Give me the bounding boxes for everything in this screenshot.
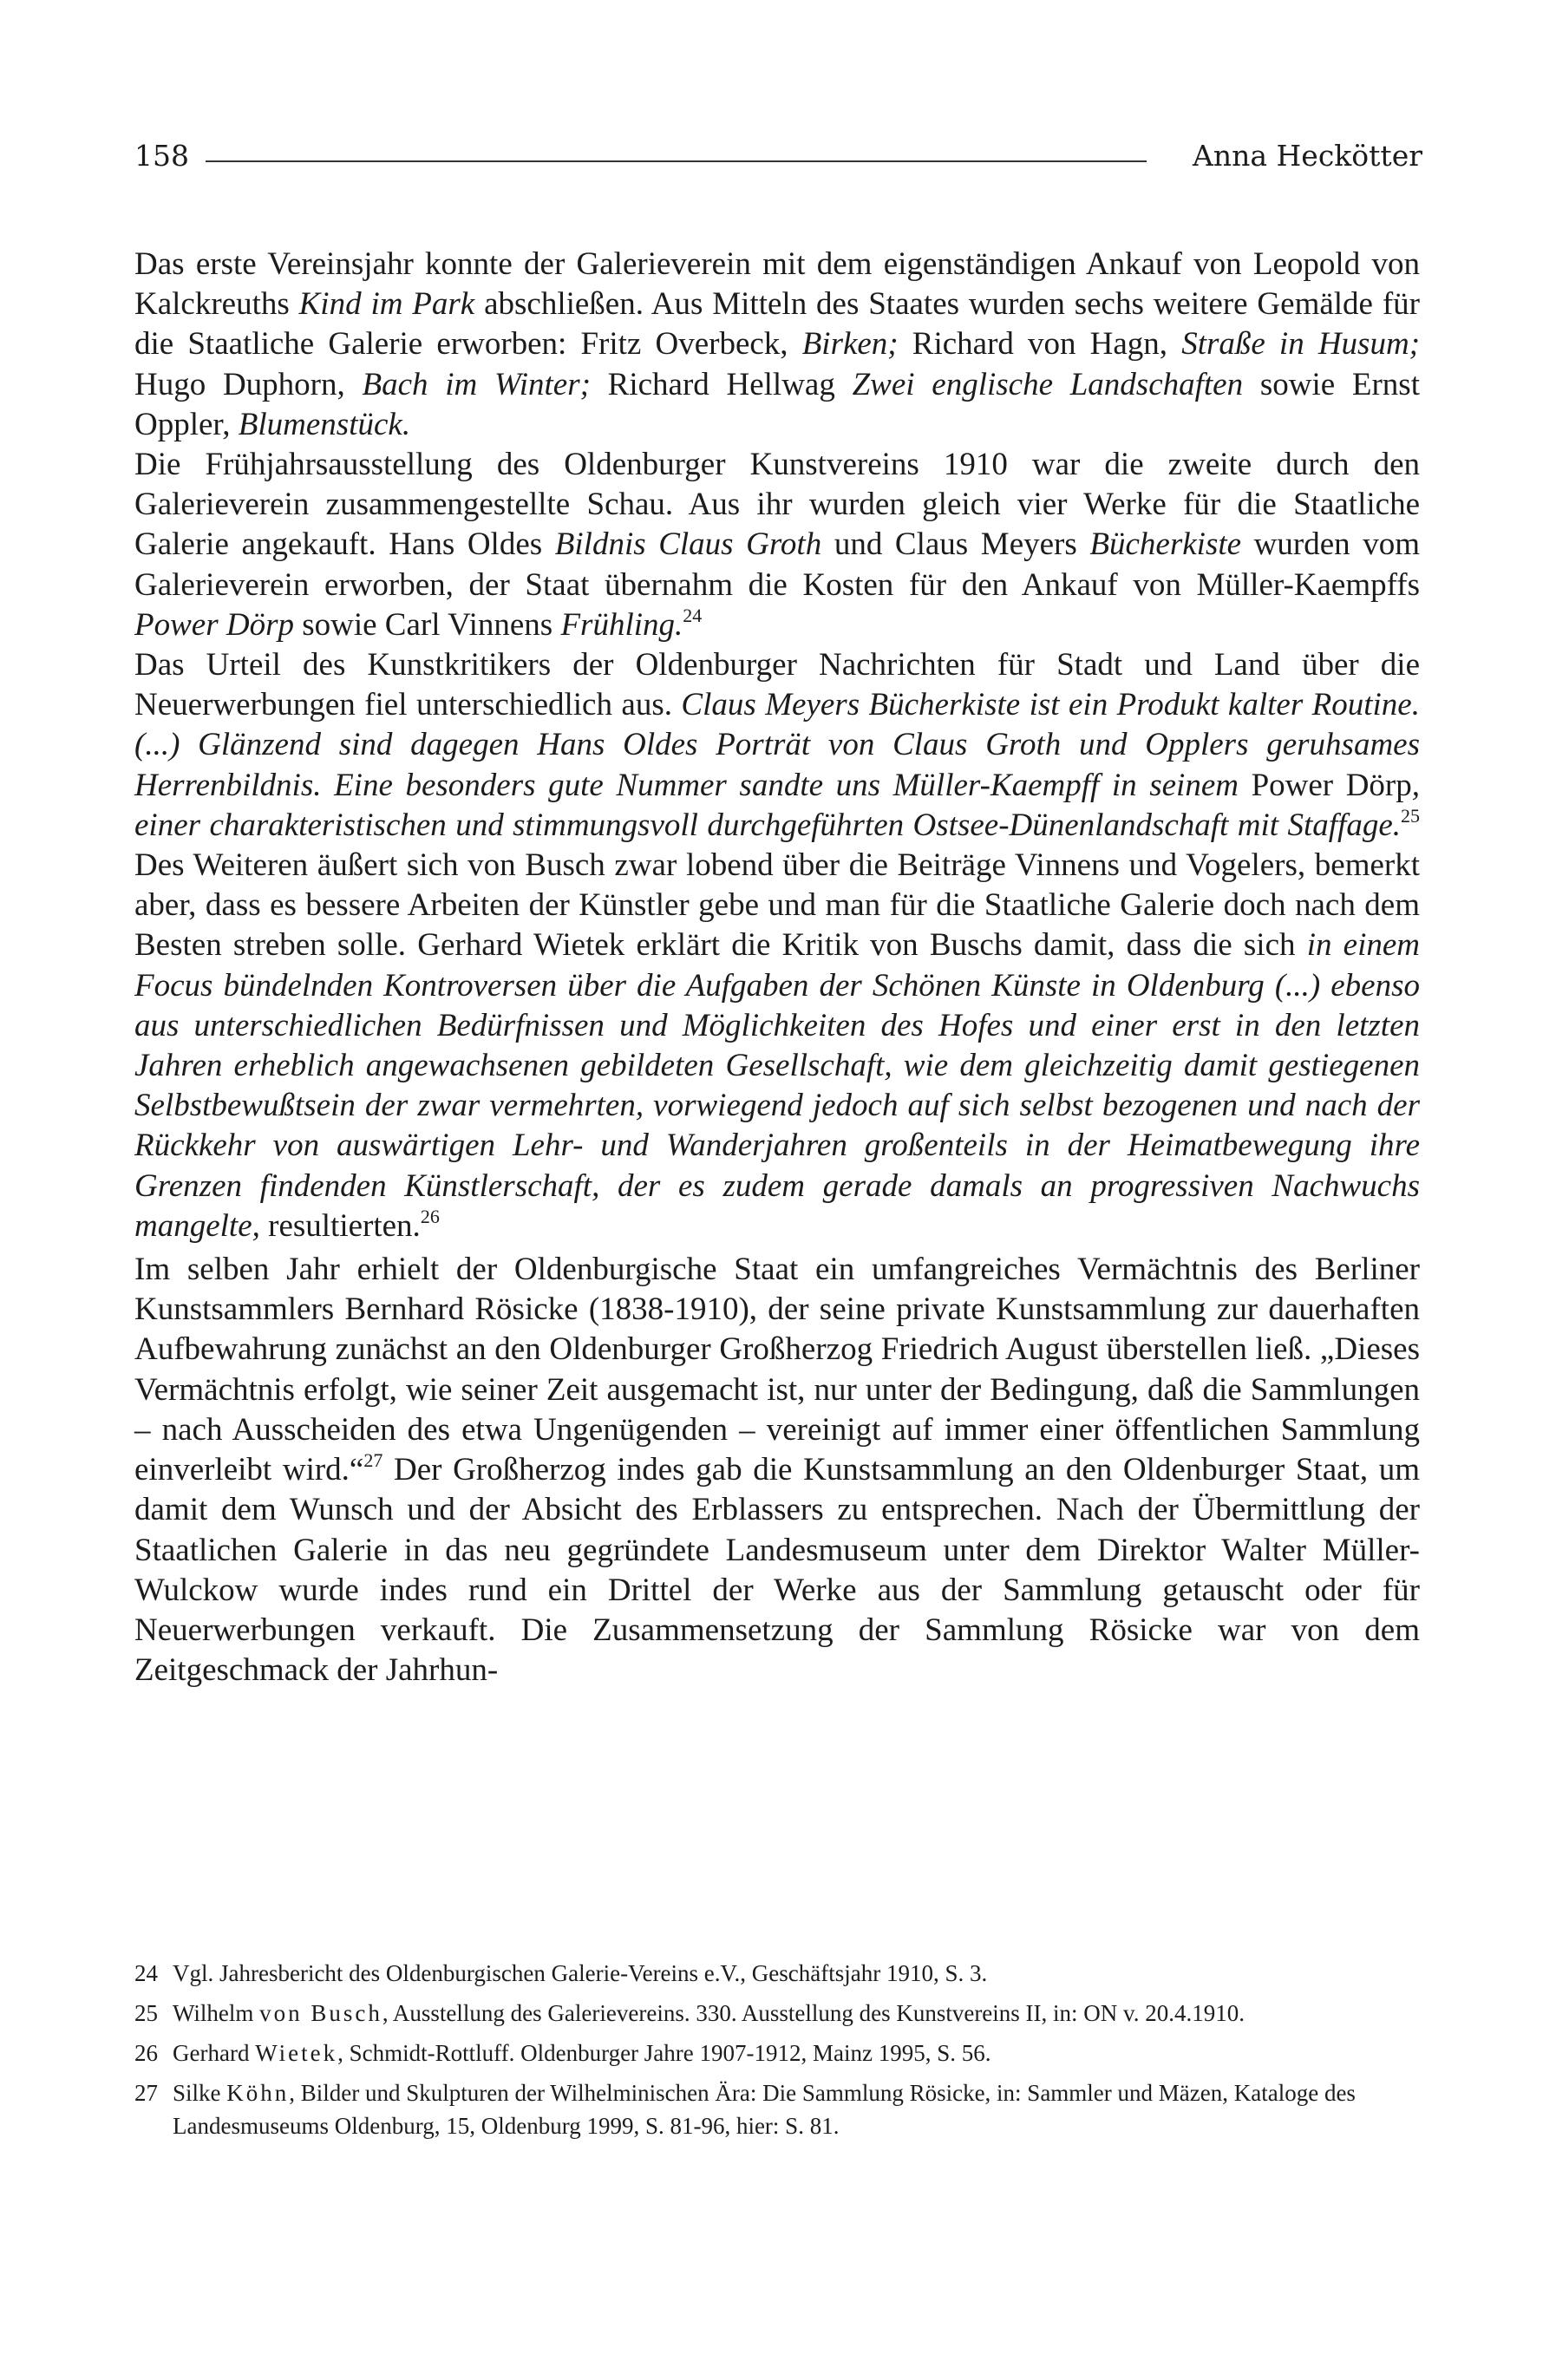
text-run: Das erste Vereinsjahr konnte der Galerieverein mit dem eigenständigen Ankauf von Leopold von Kalckreuths: [134, 246, 1420, 323]
footnote: [134, 1997, 1420, 2030]
text-run: , Ausstellung des Galerievereins. 330. Ausstellung des Kunstvereins II, in: ON v. 20.4.1910.: [382, 2000, 1245, 2026]
italic-text: Zwei englische Landschaften: [852, 366, 1244, 402]
text-run: sowie Ernst Oppler,: [134, 366, 1420, 442]
paragraph: [134, 1250, 1420, 1690]
italic-text: Birken;: [801, 326, 899, 363]
footnote-number: 27: [134, 2080, 158, 2106]
text-run: wurden vom Galerieverein erworben, der Staat übernahm die Kosten für den Ankauf von Müller-Kaempffs: [134, 526, 1420, 603]
text-run: sowie Carl Vinnens: [293, 606, 561, 643]
paragraph: [134, 245, 1420, 445]
footnote-ref: 24: [683, 604, 703, 626]
footnote-text: [173, 1960, 987, 1986]
text-run: , Schmidt-Rottluff. Oldenburger Jahre 1907-1912, Mainz 1995, S. 56.: [337, 2040, 991, 2066]
footnote-ref: 27: [363, 1449, 383, 1472]
text-run: Das Urteil des Kunstkritikers der Oldenburger Nachrichten für Stadt und Land über die Neuerwerbungen fiel unterschiedlich aus.: [134, 647, 1420, 723]
footnote-number: 26: [134, 2040, 158, 2066]
text-run: Power Dörp: [1238, 767, 1412, 803]
text-run: und Claus Meyers: [821, 526, 1090, 563]
italic-text: Kind im Park: [298, 286, 475, 323]
footnote: [134, 2076, 1420, 2142]
text-run: Wilhelm: [173, 2000, 260, 2026]
text-run: abschließen. Aus Mitteln des Staates wurden sechs weitere Gemälde für die Staatliche Galerie erworben: Fritz Overbeck,: [134, 286, 1420, 363]
italic-text: in einem Focus bündelnden Kontroversen über die Aufgaben der Schönen Künste in Oldenburg (...) ebenso aus unterschiedlichen Bedürfnissen und Möglichkeiten des Hofes und einer erst in den letzten Jahren erheblich angewachsenen gebildeten Gesellschaft, wie dem gleichzeitig damit gestiegenen Selbstbewußtsein der zwar vermehrten, vorwiegend jedoch auf sich selbst bezogenen und nach der Rückkehr von auswärtigen Lehr- und Wanderjahren großenteils in der Heimatbewegung ihre Grenzen findenden Künstlerschaft, der es zudem gerade damals an progressiven Nachwuchs mangelte,: [134, 927, 1420, 1244]
body-text: [134, 245, 1420, 1690]
italic-text: Frühling.: [560, 606, 683, 643]
footnote: [134, 2037, 1420, 2069]
text-run: , Bilder und Skulpturen der Wilhelminischen Ära: Die Sammlung Rösicke, in: Sammler und Mäzen, Kataloge des Landesmuseums Oldenburg, 15, Oldenburg 1999, S. 81-96, hier: S. 81.: [173, 2080, 1356, 2139]
header-rule: [206, 160, 1147, 162]
italic-text: Straße in Husum;: [1181, 326, 1420, 363]
text-run: Köhn: [226, 2080, 290, 2106]
text-run: Gerhard: [173, 2040, 256, 2066]
text-run: von Busch: [259, 2000, 382, 2026]
footnote-ref: 26: [420, 1205, 440, 1227]
footnotes: [134, 1957, 1420, 2149]
text-run: Richard Hellwag: [590, 366, 853, 402]
footnote-ref: 25: [1401, 804, 1420, 827]
text-run: Wietek: [255, 2040, 338, 2066]
footnote-number: 25: [134, 2000, 158, 2026]
running-head-author: Anna Heckötter: [1193, 139, 1422, 173]
footnote-text: [173, 2040, 991, 2066]
paragraph: [134, 645, 1420, 1246]
paragraph: [134, 445, 1420, 645]
text-run: Hugo Duphorn,: [134, 366, 363, 402]
italic-text: Bildnis Claus Groth: [554, 526, 822, 563]
page-number: 158: [134, 139, 189, 173]
text-run: Vgl. Jahresbericht des Oldenburgischen Galerie-Vereins e.V., Geschäftsjahr 1910, S. 3.: [173, 1960, 988, 1986]
italic-text: Bach im Winter;: [362, 366, 591, 402]
footnote-number: 24: [134, 1960, 158, 1986]
text-run: Silke: [173, 2080, 227, 2106]
text-run: resultierten.: [259, 1207, 421, 1244]
text-run: Im selben Jahr erhielt der Oldenburgische Staat ein umfangreiches Vermächtnis des Berliner Kunstsammlers Bernhard Rösicke (1838-1910), der seine private Kunstsammlung zur dauerhaften Aufbewahrung zunächst an den Oldenburger Großherzog Friedrich August überstellen ließ. „Dieses Vermächtnis erfolgt, wie seiner Zeit ausgemacht ist, nur unter der Bedingung, daß die Sammlungen – nach Ausscheiden des etwa Ungenügenden – vereinigt auf immer einer öffentlichen Sammlung einverleibt wird.“: [134, 1252, 1420, 1488]
text-run: Richard von Hagn,: [898, 326, 1182, 363]
italic-text: Blumenstück.: [238, 406, 411, 442]
italic-text: Power Dörp: [134, 606, 294, 643]
italic-text: Claus Meyers Bücherkiste ist ein Produkt kalter Routine. (...) Glänzend sind dagegen Hans Oldes Porträt von Claus Groth und Opplers geruhsames Herrenbildnis. Eine besonders gute Nummer sandte uns Müller-Kaempff in seinem: [134, 687, 1420, 803]
footnote-text: [173, 2080, 1356, 2139]
text-run: Des Weiteren äußert sich von Busch zwar lobend über die Beiträge Vinnens und Vogelers, bemerkt aber, dass es bessere Arbeiten der Künstler gebe und man für die Staatliche Galerie doch nach dem Besten streben solle. Gerhard Wietek erklärt die Kritik von Buschs damit, dass die sich: [134, 847, 1420, 964]
text-run: Die Frühjahrsausstellung des Oldenburger Kunstvereins 1910 war die zweite durch den Galerieverein zusammengestellte Schau. Aus ihr wurden gleich vier Werke für die Staatliche Galerie angekauft. Hans Oldes: [134, 447, 1420, 563]
italic-text: Bücherkiste: [1089, 526, 1242, 563]
running-header: [134, 139, 1422, 182]
text-run: Der Großherzog indes gab die Kunstsammlung an den Oldenburger Staat, um damit dem Wunsch und der Absicht des Erblassers zu entsprechen. Nach der Übermittlung der Staatlichen Galerie in das neu gegründete Landesmuseum unter dem Direktor Walter Müller-Wulckow wurde indes rund ein Drittel der Werke aus der Sammlung getauscht oder für Neuerwerbungen verkauft. Die Zusammensetzung der Sammlung Rösicke war von dem Zeitgeschmack der Jahrhun-: [134, 1452, 1420, 1689]
footnote-text: [173, 2000, 1245, 2026]
footnote: [134, 1957, 1420, 1990]
italic-text: , einer charakteristischen und stimmungsvoll durchgeführten Ostsee-Dünenlandschaft mit Staffage.: [134, 767, 1420, 843]
